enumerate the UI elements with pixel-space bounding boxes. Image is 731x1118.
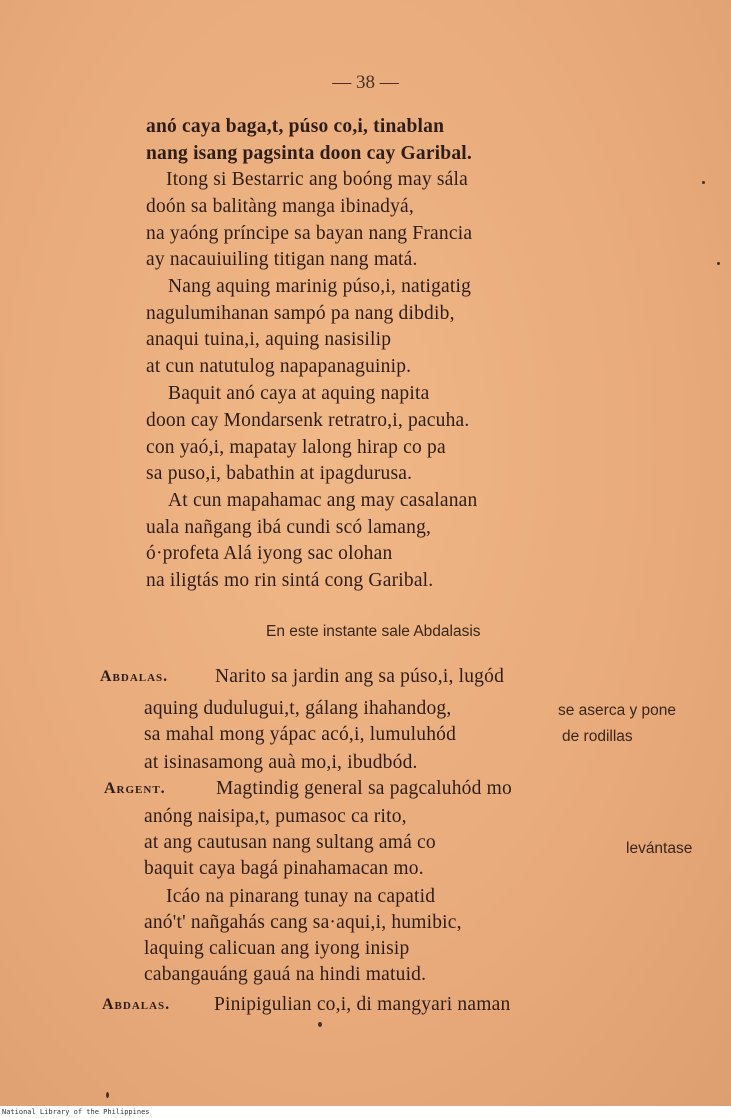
- dialogue-line: cabangauáng gauá na hindi matuid.: [144, 964, 427, 985]
- verse-line: uala nañgang ibá cundi scó lamang,: [146, 517, 432, 538]
- speaker-label: Abdalas.: [100, 668, 169, 685]
- ink-speck: [318, 1022, 322, 1027]
- verse-line: Itong si Bestarric ang boóng may sála: [166, 169, 468, 190]
- verse-line: at cun natutulog napapanaguinip.: [146, 356, 412, 377]
- verse-line: con yaó,i, mapatay lalong hirap co pa: [146, 437, 446, 458]
- dialogue-line: Pinipigulian co,i, di mangyari naman: [214, 994, 511, 1015]
- dialogue-line: Narito sa jardin ang sa púso,i, lugód: [215, 666, 505, 687]
- verse-line: Nang aquing marinig púso,i, natigatig: [168, 276, 472, 297]
- page-number: — 38 —: [332, 72, 399, 93]
- verse-line: ó·profeta Alá iyong sac olohan: [146, 543, 393, 564]
- dialogue-line: at ang cautusan nang sultang amá co: [144, 832, 436, 853]
- dialogue-line: Icáo na pinarang tunay na capatid: [166, 886, 436, 907]
- dialogue-line: anóng naisipa,t, pumasoc ca rito,: [144, 806, 407, 827]
- ink-speck: [717, 262, 720, 265]
- dialogue-line: sa mahal mong yápac acó,i, lumuluhód: [144, 724, 457, 745]
- verse-line: anó caya baga,t, púso co,i, tinablan: [146, 116, 445, 137]
- verse-line: Baquit anó caya at aquing napita: [168, 383, 430, 404]
- verse-line: na iligtás mo rin sintá cong Garibal.: [146, 570, 434, 591]
- dialogue-line: aquing dudulugui,t, gálang ihahandog,: [144, 698, 452, 719]
- speaker-label: Argent.: [104, 780, 166, 797]
- stage-direction: levántase: [626, 840, 693, 857]
- ink-speck: [702, 181, 705, 184]
- verse-line: nang isang pagsinta doon cay Garibal.: [146, 143, 472, 164]
- dialogue-line: baquit caya bagá pinahamacan mo.: [144, 858, 424, 879]
- verse-line: anaqui tuina,i, aquing nasisilip: [146, 329, 392, 350]
- dialogue-line: Magtindig general sa pagcaluhód mo: [216, 778, 512, 799]
- ink-speck: [106, 1092, 109, 1098]
- verse-line: ay nacauiuiling titigan nang matá.: [146, 249, 418, 270]
- verse-line: doón sa balitàng manga ibinadyá,: [146, 196, 414, 217]
- stage-direction: En este instante sale Abdalasis: [266, 623, 481, 640]
- verse-line: At cun mapahamac ang may casalanan: [168, 490, 478, 511]
- verse-line: na yaóng príncipe sa bayan nang Francia: [146, 223, 473, 244]
- dialogue-line: anó't' nañgahás cang sa·aqui,i, humibic,: [144, 912, 462, 933]
- stage-direction: de rodillas: [562, 728, 633, 745]
- dialogue-line: at isinasamong auà mo,i, ibudbód.: [144, 752, 418, 773]
- dialogue-line: laquing calicuan ang iyong inisip: [144, 938, 410, 959]
- verse-line: sa puso,i, babathin at ipagdurusa.: [146, 463, 413, 484]
- speaker-label: Abdalas.: [102, 996, 171, 1013]
- stage-direction: se aserca y pone: [558, 702, 677, 719]
- verse-line: doon cay Mondarsenk retratro,i, pacuha.: [146, 410, 470, 431]
- verse-line: nagulumihanan sampó pa nang dibdib,: [146, 303, 455, 324]
- footer-credit: National Library of the Philippines: [0, 1106, 731, 1118]
